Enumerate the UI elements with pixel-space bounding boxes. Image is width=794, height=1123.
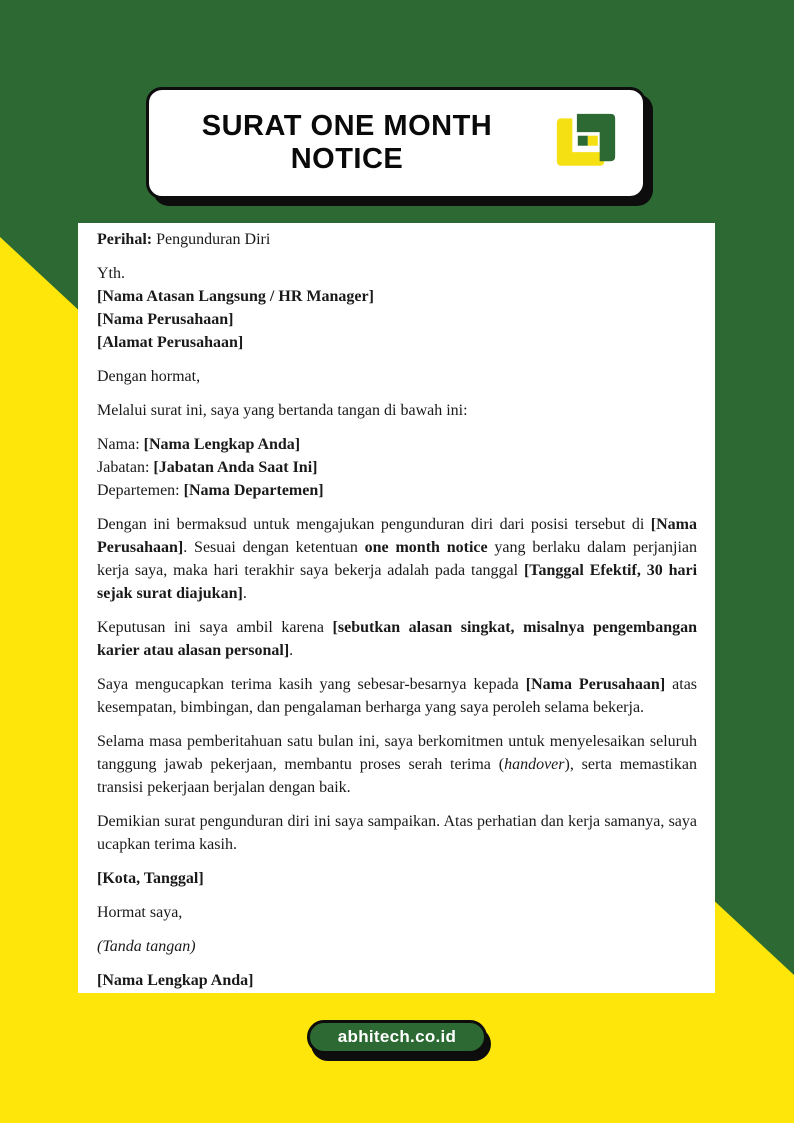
abhitech-logo-icon bbox=[545, 102, 627, 184]
letter-paragraph: Yth. [Nama Atasan Langsung / HR Manager] [Nama Perusahaan] [Alamat Perusahaan] bbox=[97, 265, 374, 351]
website-badge[interactable] bbox=[307, 1020, 487, 1054]
letter-paragraph: Perihal: Pengunduran Diri bbox=[97, 231, 271, 248]
letter-body bbox=[97, 228, 697, 992]
page-title: SURAT ONE MONTH NOTICE bbox=[201, 110, 493, 175]
header-card bbox=[146, 87, 646, 199]
letter-paragraph: Demikian surat pengunduran diri ini saya sampaikan. Atas perhatian dan kerja samanya, saya ucapkan terima kasih. bbox=[97, 813, 697, 853]
letter-paragraph: (Tanda tangan) bbox=[97, 938, 196, 955]
letter-paragraph: Keputusan ini saya ambil karena [sebutkan alasan singkat, misalnya pengembangan karier atau alasan personal]. bbox=[97, 619, 698, 659]
letter-paragraph: [Kota, Tanggal] bbox=[97, 870, 204, 887]
website-badge-label: abhitech.co.id bbox=[337, 1027, 457, 1046]
letter-paragraph: Melalui surat ini, saya yang bertanda tangan di bawah ini: bbox=[97, 402, 468, 419]
letter-paragraph: Dengan ini bermaksud untuk mengajukan pengunduran diri dari posisi tersebut di [Nama Perusahaan]. Sesuai dengan ketentuan one month notice yang berlaku dalam perjanjian kerja saya, maka hari terakhir saya bekerja adalah pada tanggal [Tanggal Efektif, 30 hari sejak surat diajukan]. bbox=[97, 516, 698, 602]
letter-document bbox=[78, 223, 715, 993]
letter-paragraph: [Nama Lengkap Anda] bbox=[97, 972, 254, 989]
letter-paragraph: Nama: [Nama Lengkap Anda] Jabatan: [Jabatan Anda Saat Ini] Departemen: [Nama Departemen] bbox=[97, 436, 324, 499]
letter-paragraph: Hormat saya, bbox=[97, 904, 183, 921]
letter-paragraph: Dengan hormat, bbox=[97, 368, 201, 385]
letter-paragraph: Selama masa pemberitahuan satu bulan ini, saya berkomitmen untuk menyelesaikan seluruh tanggung jawab pekerjaan, membantu proses serah terima (handover), serta memastikan transisi pekerjaan berjalan dengan baik. bbox=[97, 733, 698, 796]
letter-paragraph: Saya mengucapkan terima kasih yang sebesar-besarnya kepada [Nama Perusahaan] atas kesempatan, bimbingan, dan pengalaman berharga yang saya peroleh selama bekerja. bbox=[97, 676, 698, 716]
